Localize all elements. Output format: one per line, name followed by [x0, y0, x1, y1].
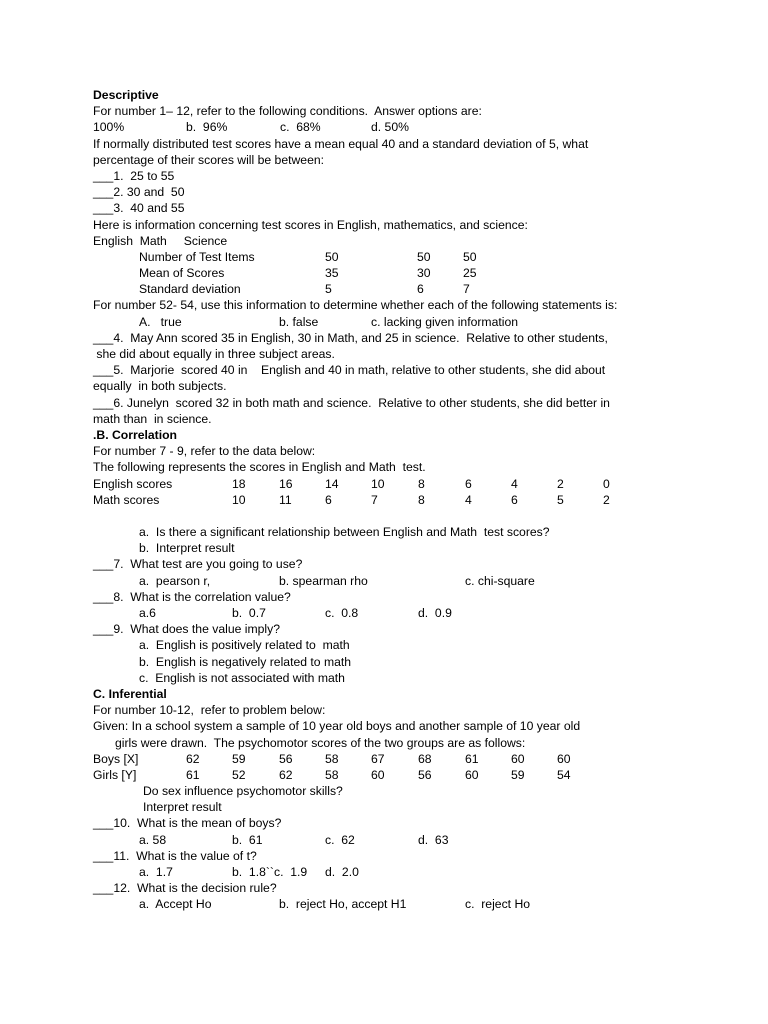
- text-line: [93, 670, 693, 686]
- text-line: [93, 767, 693, 783]
- text-line: [93, 168, 693, 184]
- text-segment: 6: [417, 282, 424, 297]
- text-segment: b. Interpret result: [139, 541, 235, 556]
- text-segment: c. 0.8: [325, 606, 359, 620]
- text-segment: 25: [463, 266, 477, 281]
- text-segment: 30: [417, 266, 431, 281]
- text-segment: a. 58: [139, 832, 167, 847]
- text-line: [93, 848, 693, 864]
- text-segment: 60: [557, 751, 571, 766]
- text-segment: 60: [511, 751, 525, 766]
- text-segment: Interpret result: [143, 800, 222, 815]
- text-segment: b. English is negatively related to math: [139, 654, 352, 669]
- text-segment: a. Accept Ho: [139, 897, 212, 912]
- text-segment: b. 61: [232, 832, 263, 847]
- text-line: [93, 556, 693, 572]
- text-segment: ___3. 40 and 55: [93, 201, 185, 216]
- text-segment: Mean of Scores: [139, 266, 225, 281]
- text-line: [93, 459, 693, 475]
- text-line: [93, 605, 693, 621]
- text-line: [93, 346, 693, 362]
- text-segment: c. reject Ho: [465, 897, 531, 912]
- text-segment: c. lacking given information: [371, 314, 518, 329]
- text-segment: a. 1.7: [139, 865, 173, 879]
- text-line: [93, 395, 693, 411]
- text-segment: 11: [279, 492, 292, 507]
- text-segment: A. true: [139, 314, 182, 329]
- text-line: [93, 200, 693, 216]
- text-segment: 4: [511, 476, 518, 491]
- text-segment: c. chi-square: [465, 573, 535, 588]
- text-line: [93, 378, 693, 394]
- text-segment: 16: [279, 476, 293, 491]
- text-line: [93, 508, 693, 524]
- text-line: [93, 103, 693, 119]
- text-segment: 68: [418, 751, 432, 766]
- text-line: [93, 297, 693, 313]
- text-segment: ___8. What is the correlation value?: [93, 589, 291, 604]
- text-segment: 60: [371, 767, 385, 782]
- text-segment: c. 62: [325, 832, 355, 847]
- text-line: [93, 702, 693, 718]
- text-segment: she did about equally in three subject areas.: [93, 347, 335, 361]
- text-line: [93, 783, 693, 799]
- text-segment: d. 2.0: [325, 865, 359, 879]
- text-line: [93, 880, 693, 896]
- text-line: [93, 443, 693, 459]
- text-line: [93, 735, 693, 751]
- text-line: [93, 718, 693, 734]
- text-segment: d. 50%: [371, 120, 409, 135]
- text-segment: b. reject Ho, accept H1: [279, 897, 407, 912]
- text-segment: 61: [186, 767, 200, 782]
- text-segment: For number 52- 54, use this information to determine whether each of the following statements is:: [93, 298, 618, 313]
- text-segment: 8: [418, 492, 425, 507]
- text-segment: 54: [557, 767, 571, 782]
- text-segment: ___4. May Ann scored 35 in English, 30 in Math, and 25 in science. Relative to other students,: [93, 330, 608, 345]
- section-heading: [93, 427, 693, 443]
- text-segment: ___11. What is the value of t?: [93, 848, 257, 863]
- text-segment: girls were drawn. The psychomotor scores of the two groups are as follows:: [115, 735, 526, 750]
- text-segment: 18: [232, 476, 246, 491]
- text-segment: For number 1– 12, refer to the following conditions. Answer options are:: [93, 104, 482, 119]
- text-line: [93, 573, 693, 589]
- text-line: [93, 799, 693, 815]
- text-line: [93, 476, 693, 492]
- text-segment: English Math Science: [93, 233, 228, 248]
- text-segment: For number 7 - 9, refer to the data below:: [93, 444, 316, 459]
- text-segment: ___5. Marjorie scored 40 in English and 40 in math, relative to other students, she did about: [93, 363, 606, 378]
- text-segment: 50: [463, 249, 477, 264]
- text-segment: 7: [463, 282, 470, 297]
- text-segment: c. English is not associated with math: [139, 670, 345, 685]
- text-segment: c. 68%: [280, 120, 321, 135]
- text-segment: ___6. Junelyn scored 32 in both math and science. Relative to other students, she did better in: [93, 395, 610, 410]
- text-line: [93, 621, 693, 637]
- text-segment: 58: [325, 751, 339, 766]
- text-segment: 10: [232, 492, 246, 507]
- text-line: [93, 217, 693, 233]
- text-line: [93, 152, 693, 168]
- text-segment: 10: [371, 476, 385, 491]
- text-segment: Descriptive: [93, 88, 159, 102]
- text-segment: d. 0.9: [418, 606, 452, 620]
- text-segment: ___1. 25 to 55: [93, 168, 175, 183]
- section-heading: [93, 686, 693, 702]
- text-segment: Standard deviation: [139, 282, 241, 297]
- text-line: [93, 492, 693, 508]
- text-segment: Boys [X]: [93, 751, 139, 766]
- text-segment: b. 96%: [186, 120, 228, 135]
- text-segment: 14: [325, 476, 339, 491]
- text-segment: Girls [Y]: [93, 767, 137, 782]
- text-segment: ___10. What is the mean of boys?: [93, 816, 282, 831]
- text-segment: 61: [465, 751, 479, 766]
- text-segment: 56: [279, 751, 293, 766]
- text-line: [93, 815, 693, 831]
- text-line: [93, 654, 693, 670]
- text-segment: b. false: [279, 314, 319, 329]
- text-line: [93, 281, 693, 297]
- text-segment: 50: [325, 249, 339, 264]
- text-segment: ___7. What test are you going to use?: [93, 557, 303, 572]
- text-segment: 2: [557, 476, 564, 491]
- text-segment: 5: [325, 282, 332, 297]
- text-segment: Do sex influence psychomotor skills?: [143, 784, 343, 799]
- text-segment: 60: [465, 767, 479, 782]
- text-segment: 100%: [93, 120, 125, 135]
- text-segment: 50: [417, 249, 431, 264]
- text-segment: 59: [511, 767, 525, 782]
- text-segment: For number 10-12, refer to problem below:: [93, 703, 326, 718]
- text-segment: 4: [465, 492, 472, 507]
- text-segment: 62: [186, 751, 200, 766]
- text-segment: 6: [511, 492, 518, 507]
- text-segment: a. English is positively related to math: [139, 638, 350, 653]
- text-segment: 35: [325, 266, 339, 281]
- text-line: [93, 119, 693, 135]
- text-line: [93, 832, 693, 848]
- text-segment: 6: [465, 476, 472, 491]
- text-line: [93, 362, 693, 378]
- text-line: [93, 589, 693, 605]
- text-segment: 5: [557, 492, 564, 507]
- text-segment: 6: [325, 492, 332, 507]
- text-line: [93, 184, 693, 200]
- text-line: [93, 136, 693, 152]
- text-segment: Number of Test Items: [139, 249, 255, 264]
- text-segment: Given: In a school system a sample of 10 year old boys and another sample of 10 year old: [93, 719, 581, 734]
- text-segment: percentage of their scores will be between:: [93, 152, 325, 167]
- text-segment: .B. Correlation: [93, 427, 177, 442]
- text-segment: 7: [371, 492, 378, 507]
- text-line: [93, 864, 693, 880]
- text-line: [93, 540, 693, 556]
- text-line: [93, 637, 693, 653]
- text-line: [93, 896, 693, 912]
- text-segment: ___9. What does the value imply?: [93, 622, 280, 637]
- text-line: [93, 249, 693, 265]
- text-segment: a. pearson r,: [139, 573, 211, 588]
- text-segment: equally in both subjects.: [93, 379, 227, 394]
- text-segment: 62: [279, 767, 293, 782]
- text-segment: b. spearman rho: [279, 573, 368, 588]
- text-segment: b. 1.8``c. 1.9: [232, 865, 308, 879]
- text-segment: ___2. 30 and 50: [93, 185, 185, 200]
- text-segment: 52: [232, 767, 246, 782]
- text-segment: Here is information concerning test scores in English, mathematics, and science:: [93, 217, 528, 232]
- text-segment: English scores: [93, 476, 173, 491]
- text-segment: 59: [232, 751, 246, 766]
- text-segment: math than in science.: [93, 411, 212, 426]
- text-segment: 8: [418, 476, 425, 491]
- text-line: [93, 233, 693, 249]
- text-segment: The following represents the scores in English and Math test.: [93, 460, 426, 475]
- text-segment: 0: [603, 476, 610, 491]
- text-segment: b. 0.7: [232, 606, 266, 620]
- text-segment: 58: [325, 767, 339, 782]
- text-line: [93, 524, 693, 540]
- text-line: [93, 314, 693, 330]
- text-segment: Math scores: [93, 492, 160, 507]
- text-line: [93, 330, 693, 346]
- text-segment: C. Inferential: [93, 686, 167, 701]
- text-segment: a.6: [139, 606, 156, 620]
- text-segment: a. Is there a significant relationship between English and Math test scores?: [139, 525, 550, 540]
- text-segment: d. 63: [418, 832, 449, 847]
- text-segment: 56: [418, 767, 432, 782]
- text-segment: ___12. What is the decision rule?: [93, 881, 277, 896]
- text-segment: If normally distributed test scores have a mean equal 40 and a standard deviation of 5, what: [93, 136, 589, 151]
- text-segment: 2: [603, 492, 610, 507]
- text-line: [93, 411, 693, 427]
- document-page: [93, 87, 693, 913]
- section-heading: [93, 87, 693, 103]
- text-line: [93, 265, 693, 281]
- text-line: [93, 751, 693, 767]
- text-segment: 67: [371, 751, 385, 766]
